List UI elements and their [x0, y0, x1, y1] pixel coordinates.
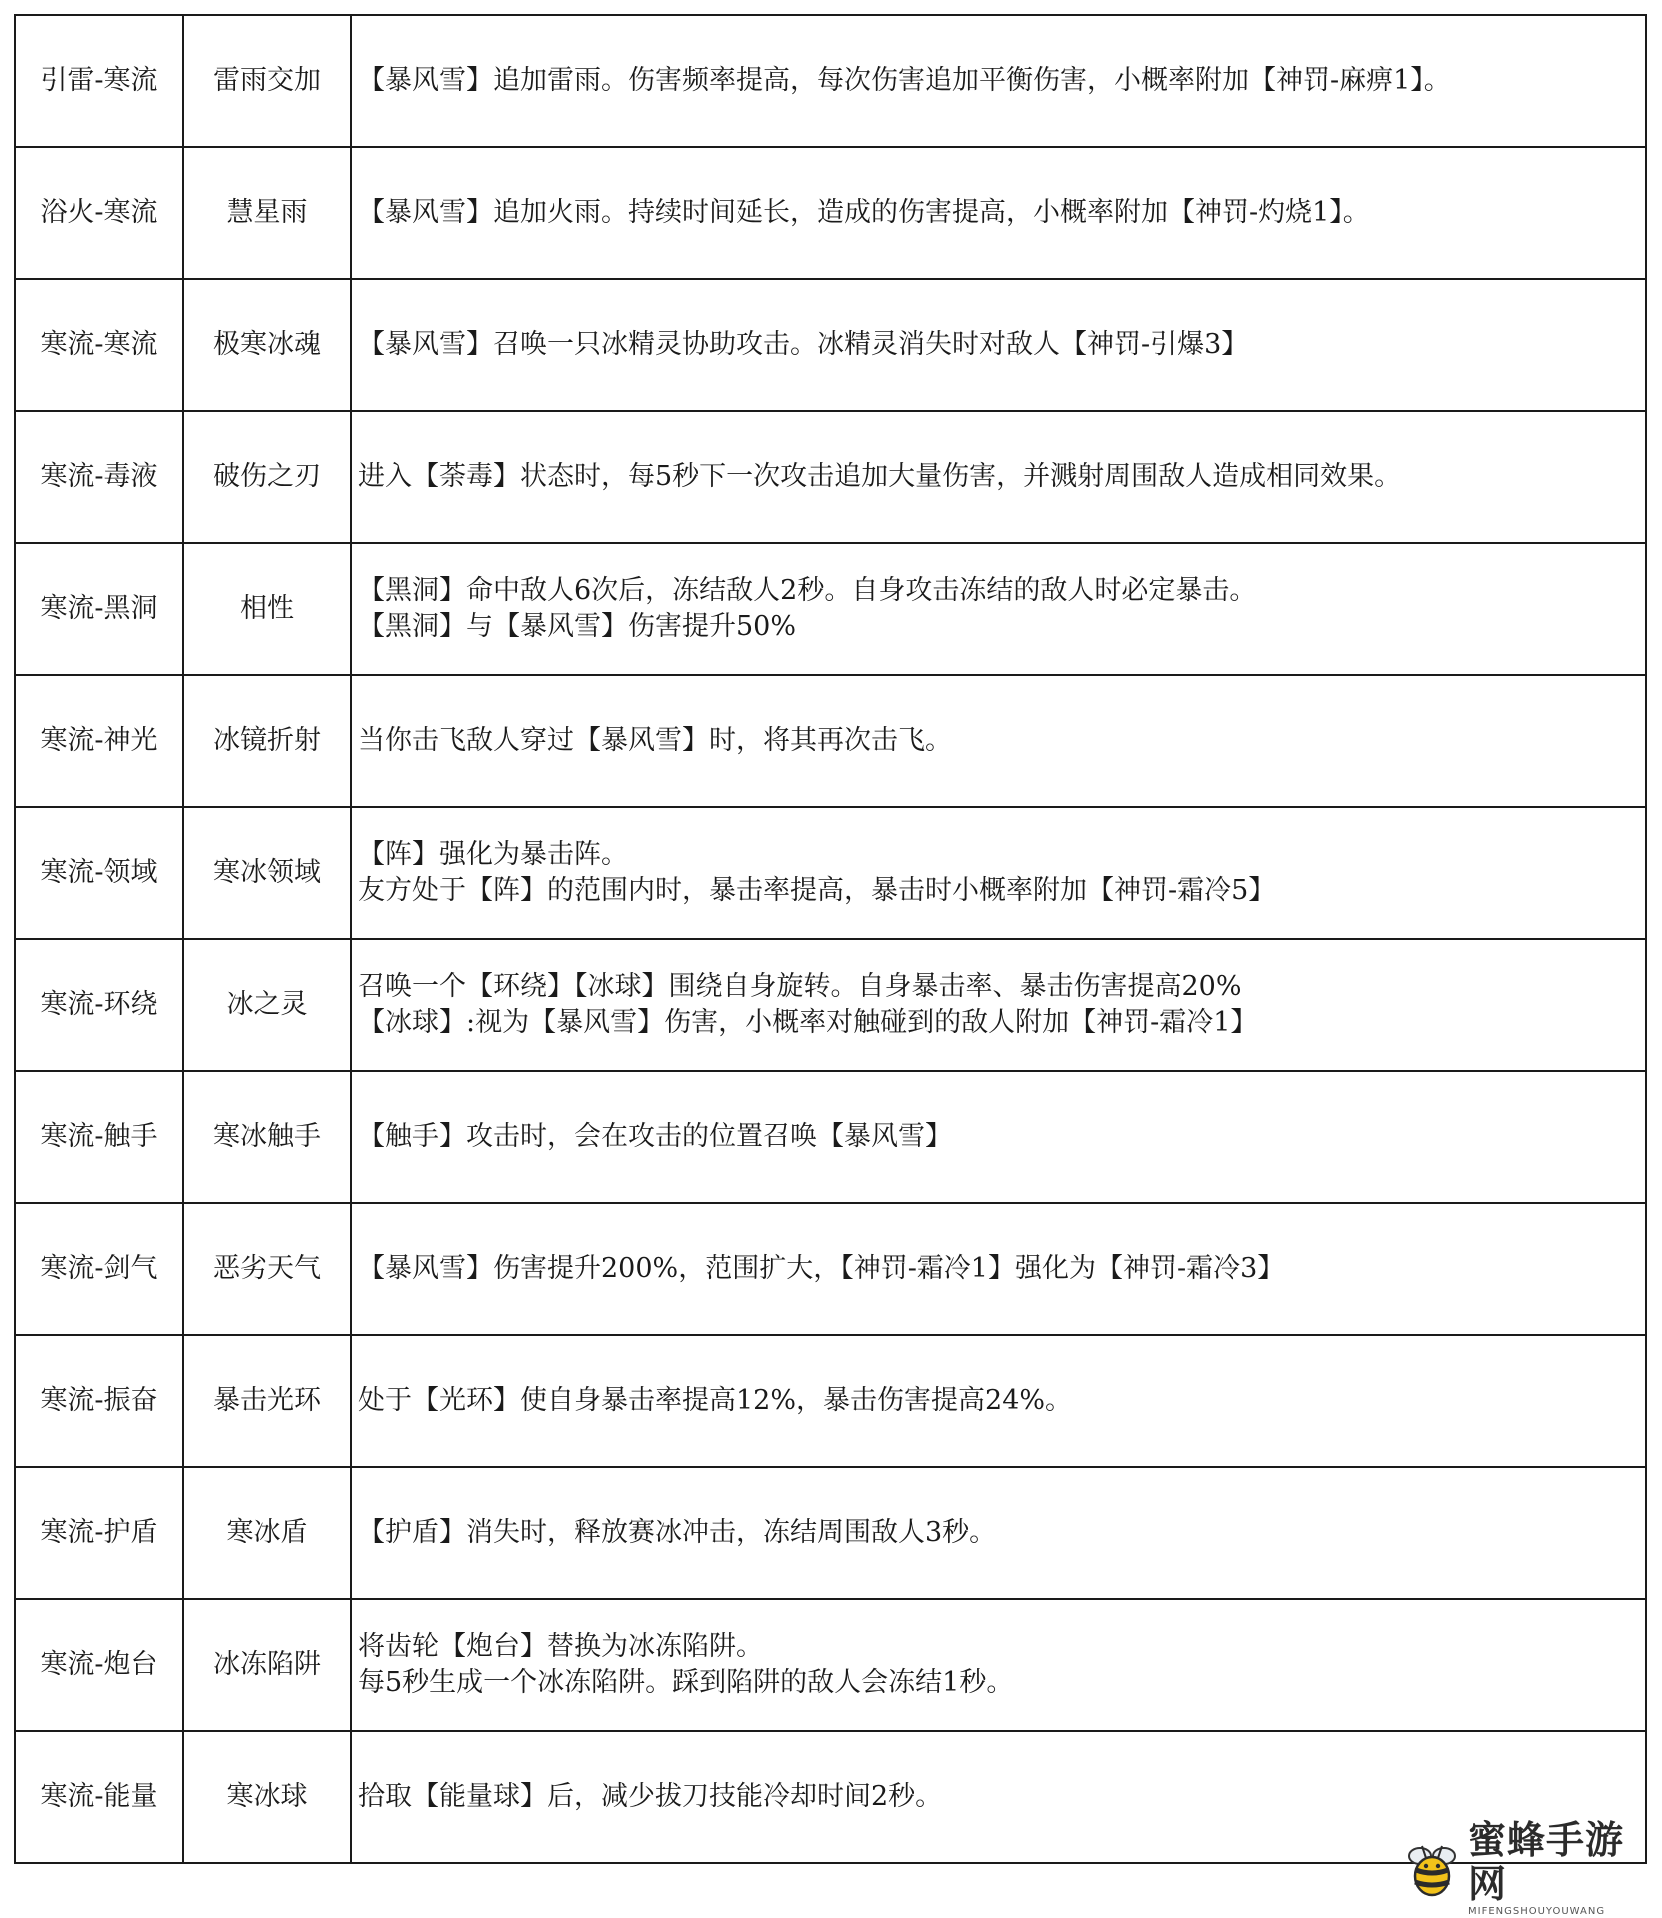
- description-cell: [351, 543, 1646, 675]
- skill-name-cell: 寒冰球: [183, 1731, 351, 1863]
- watermark-title: 蜜蜂手游网: [1468, 1818, 1625, 1906]
- skill-name-cell: 极寒冰魂: [183, 279, 351, 411]
- skill-name-cell: 冰之灵: [183, 939, 351, 1071]
- description-line: 拾取【能量球】后，减少拔刀技能冷却时间2秒。: [358, 1781, 943, 1812]
- description-cell: [351, 411, 1646, 543]
- watermark-subtitle: MIFENGSHOUYOUWANG: [1468, 1906, 1606, 1917]
- skill-name-cell: 寒冰触手: [183, 1071, 351, 1203]
- description-line: 【黑洞】与【暴风雪】伤害提升50%: [358, 611, 797, 642]
- table-row: [15, 279, 1646, 411]
- description-cell: [351, 147, 1646, 279]
- skill-name-cell: 相性: [183, 543, 351, 675]
- description-line: 友方处于【阵】的范围内时，暴击率提高，暴击时小概率附加【神罚-霜冷5】: [358, 875, 1276, 906]
- description-line: 每5秒生成一个冰冻陷阱。踩到陷阱的敌人会冻结1秒。: [358, 1667, 1014, 1698]
- table-row: [15, 1467, 1646, 1599]
- skill-name-cell: 雷雨交加: [183, 15, 351, 147]
- description-line: 将齿轮【炮台】替换为冰冻陷阱。: [358, 1631, 763, 1662]
- description-line: 【触手】攻击时，会在攻击的位置召唤【暴风雪】: [358, 1121, 952, 1152]
- description-cell: [351, 675, 1646, 807]
- combo-cell: 寒流-振奋: [15, 1335, 183, 1467]
- description-line: 【冰球】:视为【暴风雪】伤害，小概率对触碰到的敌人附加【神罚-霜冷1】: [358, 1007, 1258, 1038]
- description-line: 【暴风雪】召唤一只冰精灵协助攻击。冰精灵消失时对敌人【神罚-引爆3】: [358, 329, 1249, 360]
- description-line: 【暴风雪】追加火雨。持续时间延长，造成的伤害提高，小概率附加【神罚-灼烧1】。: [358, 197, 1370, 228]
- combo-cell: 引雷-寒流: [15, 15, 183, 147]
- description-cell: [351, 1335, 1646, 1467]
- combo-cell: 寒流-剑气: [15, 1203, 183, 1335]
- table-row: [15, 1071, 1646, 1203]
- description-cell: [351, 1467, 1646, 1599]
- combo-cell: 寒流-领域: [15, 807, 183, 939]
- combo-cell: 寒流-神光: [15, 675, 183, 807]
- skill-name-cell: 寒冰领域: [183, 807, 351, 939]
- description-line: 进入【荼毒】状态时，每5秒下一次攻击追加大量伤害，并溅射周围敌人造成相同效果。: [358, 461, 1402, 492]
- table-row: [15, 675, 1646, 807]
- description-cell: [351, 279, 1646, 411]
- description-line: 【暴风雪】追加雷雨。伤害频率提高，每次伤害追加平衡伤害，小概率附加【神罚-麻痹1】。: [358, 65, 1451, 96]
- table-row: [15, 1335, 1646, 1467]
- table-row: [15, 807, 1646, 939]
- skill-combo-table-body: [15, 15, 1646, 1863]
- table-row: [15, 1203, 1646, 1335]
- watermark: [1400, 1818, 1660, 1917]
- skill-name-cell: 寒冰盾: [183, 1467, 351, 1599]
- description-line: 【阵】强化为暴击阵。: [358, 839, 628, 870]
- watermark-text: [1468, 1818, 1660, 1918]
- combo-cell: 寒流-能量: [15, 1731, 183, 1863]
- table-row: [15, 1599, 1646, 1731]
- skill-name-cell: 暴击光环: [183, 1335, 351, 1467]
- description-line: 【黑洞】命中敌人6次后，冻结敌人2秒。自身攻击冻结的敌人时必定暴击。: [358, 575, 1257, 606]
- description-cell: [351, 1599, 1646, 1731]
- skill-name-cell: 冰镜折射: [183, 675, 351, 807]
- description-line: 召唤一个【环绕】【冰球】围绕自身旋转。自身暴击率、暴击伤害提高20%: [358, 971, 1242, 1002]
- combo-cell: 寒流-触手: [15, 1071, 183, 1203]
- description-cell: [351, 1203, 1646, 1335]
- description-cell: [351, 15, 1646, 147]
- table-row: [15, 15, 1646, 147]
- combo-cell: 寒流-毒液: [15, 411, 183, 543]
- table-row: [15, 939, 1646, 1071]
- skill-name-cell: 恶劣天气: [183, 1203, 351, 1335]
- skill-name-cell: 破伤之刃: [183, 411, 351, 543]
- bee-logo-icon: [1400, 1836, 1464, 1900]
- table-row: [15, 543, 1646, 675]
- description-cell: [351, 1071, 1646, 1203]
- table-row: [15, 411, 1646, 543]
- combo-cell: 寒流-护盾: [15, 1467, 183, 1599]
- combo-cell: 寒流-寒流: [15, 279, 183, 411]
- description-line: 当你击飞敌人穿过【暴风雪】时，将其再次击飞。: [358, 725, 952, 756]
- description-line: 【暴风雪】伤害提升200%，范围扩大，【神罚-霜冷1】强化为【神罚-霜冷3】: [358, 1253, 1285, 1284]
- combo-cell: 浴火-寒流: [15, 147, 183, 279]
- skill-combo-table: [14, 14, 1647, 1864]
- table-row: [15, 147, 1646, 279]
- description-cell: [351, 939, 1646, 1071]
- description-cell: [351, 807, 1646, 939]
- combo-cell: 寒流-环绕: [15, 939, 183, 1071]
- description-line: 【护盾】消失时，释放赛冰冲击，冻结周围敌人3秒。: [358, 1517, 997, 1548]
- combo-cell: 寒流-炮台: [15, 1599, 183, 1731]
- combo-cell: 寒流-黑洞: [15, 543, 183, 675]
- skill-name-cell: 慧星雨: [183, 147, 351, 279]
- description-line: 处于【光环】使自身暴击率提高12%，暴击伤害提高24%。: [358, 1385, 1073, 1416]
- skill-name-cell: 冰冻陷阱: [183, 1599, 351, 1731]
